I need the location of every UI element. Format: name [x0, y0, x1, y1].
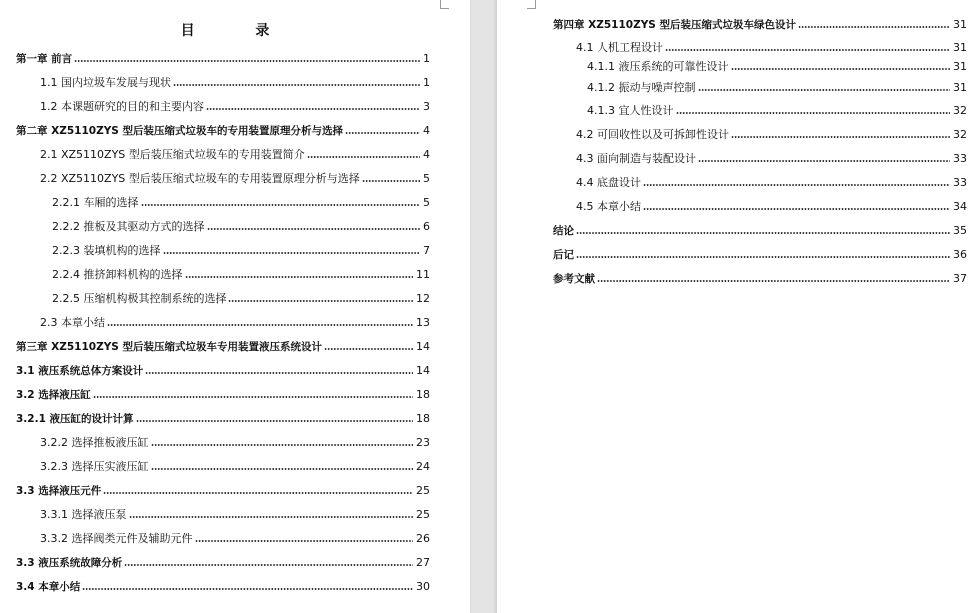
toc-entry-page-number: 18	[416, 388, 430, 401]
document-page-left	[0, 0, 470, 613]
toc-dot-leader	[107, 322, 413, 327]
toc-entry-text: 3.2.3 选择压实液压缸	[40, 460, 149, 473]
toc-entry-page-number: 25	[416, 508, 430, 521]
toc-dot-leader	[151, 442, 414, 447]
toc-entry-text: 后记	[553, 249, 574, 261]
toc-entry-text: 3.2.2 选择推板液压缸	[40, 436, 149, 449]
toc-entry-text: 3.1 液压系统总体方案设计	[16, 365, 144, 377]
toc-entry-page-number: 35	[953, 224, 967, 237]
toc-entry[interactable]	[16, 360, 430, 378]
toc-entry-text: 2.2.5 压缩机构极其控制系统的选择	[52, 292, 227, 305]
toc-entry-page-number: 23	[416, 436, 430, 449]
toc-entry-text: 2.2.1 车厢的选择	[52, 196, 139, 209]
toc-dot-leader	[576, 230, 950, 235]
toc-entry-text: 2.2.2 推板及其驱动方式的选择	[52, 220, 205, 233]
toc-entry[interactable]	[16, 576, 430, 594]
toc-dot-leader	[362, 178, 420, 183]
toc-dot-leader	[665, 47, 950, 52]
toc-entry-page-number: 5	[423, 172, 430, 185]
toc-entry-page-number: 30	[416, 580, 430, 593]
toc-entry[interactable]	[40, 144, 430, 162]
toc-entry[interactable]	[576, 148, 967, 166]
toc-entry[interactable]	[16, 408, 430, 426]
toc-entry-page-number: 27	[416, 556, 430, 569]
toc-entry-page-number: 13	[416, 316, 430, 329]
toc-entry-page-number: 5	[423, 196, 430, 209]
toc-entry[interactable]	[52, 216, 430, 234]
toc-dot-leader	[643, 182, 950, 187]
toc-entry-text: 第二章 XZ5110ZYS 型后装压缩式垃圾车的专用装置原理分析与选择	[16, 125, 344, 137]
toc-dot-leader	[185, 274, 414, 279]
toc-dot-leader	[228, 298, 413, 303]
toc-entry-text: 1.1 国内垃圾车发展与现状	[40, 76, 171, 89]
toc-entry-text: 4.1 人机工程设计	[576, 41, 663, 54]
toc-entry-text: 3.2 选择液压缸	[16, 389, 91, 401]
toc-dot-leader	[206, 106, 420, 111]
toc-entry-text: 4.1.2 振动与噪声控制	[587, 81, 696, 94]
toc-entry-text: 4.1.3 宜人性设计	[587, 104, 674, 117]
toc-entry-text: 3.2.1 液压缸的设计计算	[16, 413, 134, 425]
document-page-right	[497, 0, 979, 613]
toc-entry-page-number: 34	[953, 200, 967, 213]
toc-entry-page-number: 18	[416, 412, 430, 425]
toc-entry[interactable]	[553, 244, 967, 262]
toc-entry[interactable]	[52, 192, 430, 210]
toc-entry-page-number: 3	[423, 100, 430, 113]
toc-dot-leader	[163, 250, 421, 255]
toc-entry-page-number: 24	[416, 460, 430, 473]
toc-dot-leader	[597, 278, 950, 283]
toc-entry-text: 4.5 本章小结	[576, 200, 641, 213]
toc-entry[interactable]	[576, 172, 967, 190]
toc-entry-page-number: 6	[423, 220, 430, 233]
toc-entry[interactable]	[576, 37, 967, 55]
toc-entry[interactable]	[587, 56, 967, 74]
page-corner-mark-left	[440, 0, 449, 9]
toc-entry-text: 第三章 XZ5110ZYS 型后装压缩式垃圾车专用装置液压系统设计	[16, 341, 323, 353]
toc-dot-leader	[207, 226, 421, 231]
toc-entry[interactable]	[40, 504, 430, 522]
toc-entry-text: 4.2 可回收性以及可拆卸性设计	[576, 128, 729, 141]
toc-entry[interactable]	[553, 220, 967, 238]
toc-entry[interactable]	[16, 336, 430, 354]
toc-dot-leader	[307, 154, 420, 159]
toc-entry-page-number: 31	[953, 41, 967, 54]
toc-entry-text: 2.1 XZ5110ZYS 型后装压缩式垃圾车的专用装置简介	[40, 148, 305, 161]
toc-entry-page-number: 33	[953, 176, 967, 189]
toc-entry-text: 2.2.3 装填机构的选择	[52, 244, 161, 257]
toc-dot-leader	[141, 202, 421, 207]
toc-entry[interactable]	[40, 96, 430, 114]
toc-dot-leader	[731, 134, 950, 139]
toc-dot-leader	[643, 206, 950, 211]
toc-dot-leader	[151, 466, 414, 471]
page-corner-mark-right	[527, 0, 536, 9]
toc-entry-page-number: 31	[953, 18, 967, 31]
toc-entry-text: 1.2 本课题研究的目的和主要内容	[40, 100, 204, 113]
toc-entry-page-number: 32	[953, 104, 967, 117]
toc-entry-page-number: 11	[416, 268, 430, 281]
toc-title: 目 录	[180, 23, 298, 39]
toc-entry-page-number: 26	[416, 532, 430, 545]
toc-entry-page-number: 1	[423, 76, 430, 89]
toc-dot-leader	[731, 66, 951, 71]
toc-entry-text: 4.1.1 液压系统的可靠性设计	[587, 60, 729, 73]
toc-entry-text: 3.3 选择液压元件	[16, 485, 102, 497]
toc-dot-leader	[676, 110, 951, 115]
toc-entry-page-number: 4	[423, 124, 430, 137]
toc-entry-page-number: 12	[416, 292, 430, 305]
toc-entry-text: 4.3 面向制造与装配设计	[576, 152, 696, 165]
toc-entry-page-number: 25	[416, 484, 430, 497]
toc-entry[interactable]	[40, 168, 430, 186]
toc-entry-page-number: 36	[953, 248, 967, 261]
toc-entry[interactable]	[553, 268, 967, 286]
toc-entry-text: 3.3.2 选择阀类元件及辅助元件	[40, 532, 193, 545]
toc-entry-text: 参考文献	[553, 273, 595, 285]
toc-entry-text: 3.3 液压系统故障分析	[16, 557, 123, 569]
toc-entry[interactable]	[587, 77, 967, 95]
toc-entry[interactable]	[553, 14, 967, 32]
toc-entry-page-number: 32	[953, 128, 967, 141]
toc-entry-page-number: 14	[416, 364, 430, 377]
toc-dot-leader	[129, 514, 414, 519]
toc-entry-text: 4.4 底盘设计	[576, 176, 641, 189]
toc-entry-page-number: 31	[953, 81, 967, 94]
toc-entry[interactable]	[16, 552, 430, 570]
toc-entry[interactable]	[40, 528, 430, 546]
toc-entry-page-number: 7	[423, 244, 430, 257]
toc-entry-text: 2.2.4 推挤卸料机构的选择	[52, 268, 183, 281]
toc-entry-page-number: 31	[953, 60, 967, 73]
toc-entry-text: 2.2 XZ5110ZYS 型后装压缩式垃圾车的专用装置原理分析与选择	[40, 172, 360, 185]
toc-dot-leader	[345, 130, 420, 135]
toc-entry[interactable]	[52, 240, 430, 258]
toc-entry[interactable]	[40, 432, 430, 450]
toc-entry[interactable]	[16, 120, 430, 138]
toc-entry-text: 3.4 本章小结	[16, 581, 81, 593]
toc-entry-text: 2.3 本章小结	[40, 316, 105, 329]
toc-entry-page-number: 37	[953, 272, 967, 285]
toc-dot-leader	[145, 370, 413, 375]
toc-entry-page-number: 1	[423, 52, 430, 65]
toc-entry[interactable]	[52, 264, 430, 282]
toc-dot-leader	[324, 346, 413, 351]
toc-dot-leader	[698, 87, 951, 92]
toc-dot-leader	[173, 82, 420, 87]
toc-entry-text: 结论	[553, 225, 574, 237]
toc-entry[interactable]	[40, 72, 430, 90]
toc-entry[interactable]	[576, 196, 967, 214]
toc-dot-leader	[103, 490, 413, 495]
toc-dot-leader	[576, 254, 950, 259]
toc-entry-page-number: 14	[416, 340, 430, 353]
toc-dot-leader	[82, 586, 413, 591]
toc-dot-leader	[124, 562, 413, 567]
toc-dot-leader	[136, 418, 413, 423]
toc-entry-text: 第四章 XZ5110ZYS 型后装压缩式垃圾车绿色设计	[553, 19, 797, 31]
toc-entry[interactable]	[16, 384, 430, 402]
toc-entry-page-number: 33	[953, 152, 967, 165]
toc-dot-leader	[195, 538, 414, 543]
toc-entry[interactable]	[16, 48, 430, 66]
toc-entry[interactable]	[587, 100, 967, 118]
toc-entry-text: 第一章 前言	[16, 53, 73, 65]
toc-entry[interactable]	[576, 124, 967, 142]
toc-dot-leader	[93, 394, 413, 399]
toc-dot-leader	[74, 58, 420, 63]
toc-dot-leader	[698, 158, 950, 163]
toc-entry[interactable]	[40, 456, 430, 474]
toc-entry[interactable]	[52, 288, 430, 306]
toc-dot-leader	[798, 24, 950, 29]
toc-entry-text: 3.3.1 选择液压泵	[40, 508, 127, 521]
toc-entry[interactable]	[16, 480, 430, 498]
toc-entry-page-number: 4	[423, 148, 430, 161]
toc-entry[interactable]	[40, 312, 430, 330]
